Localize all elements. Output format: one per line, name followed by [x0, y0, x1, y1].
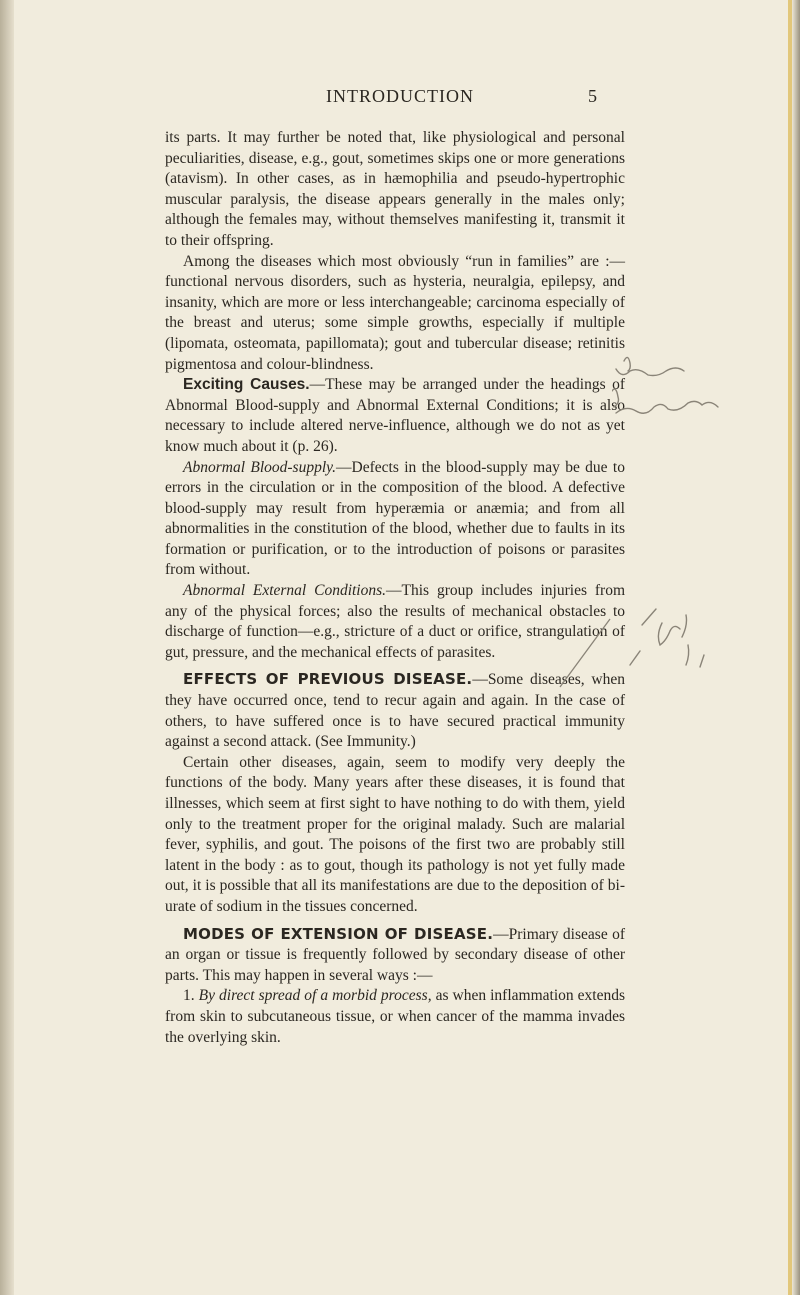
blood-supply-body: —Defects in the blood-supply may be due to errors in the circulation or in the composition of the blood. A defective blood-supply may result from hyperæmia or anæmia; and from all abnormalities in the constitution of the blood, whether due to faults in its formation or purification, or to the introduction of poisons or parasites from without.	[165, 458, 625, 579]
modes-body: —Primary disease of an organ or tissue is frequently followed by secondary disease of other parts. This may happen in several ways :—	[165, 925, 625, 984]
page-number: 5	[588, 86, 597, 106]
heading-exciting-causes: Exciting Causes.	[183, 376, 310, 394]
page-edge-shadow	[792, 0, 800, 1295]
heading-modes-of-extension: MODES OF EXTENSION OF DISEASE.	[183, 924, 494, 943]
exciting-causes-body: —These may be arranged under the headings of Abnormal Blood-supply and Abnormal External Conditions; it is also necessary to include altered nerve-influence, although we do not as yet know much about it (p. 26).	[165, 376, 626, 455]
list-item-heading: By direct spread of a morbid process,	[198, 987, 432, 1005]
list-item-direct-spread	[165, 986, 625, 1048]
body-text	[165, 128, 625, 1048]
paragraph-heredity: its parts. It may further be noted that, like physiological and personal peculiarities, disease, e.g., gout, sometimes skips one or more generations (atavism). In other cases, as in hæmophilia and pseudo-hypertrophic muscular paralysis, the disease appears generally in the males only; although the females may, without themselves manifesting it, transmit it to their offspring.	[165, 129, 625, 249]
paragraph-exciting-causes	[165, 375, 625, 457]
paragraph-modes-of-extension	[165, 924, 625, 987]
external-conditions-body: —This group includes injuries from any of the physical forces; also the results of mechanical obstacles to discharge of function—e.g., stricture of a duct or orifice, strangulation of gut, pressure, and the mechanical effects of parasites.	[165, 582, 625, 661]
pencil-marginalia	[612, 355, 800, 755]
heading-effects-of-previous-disease: EFFECTS OF PREVIOUS DISEASE.	[183, 670, 473, 689]
heading-external-conditions: Abnormal External Conditions.	[183, 582, 387, 600]
running-head: INTRODUCTION	[326, 86, 474, 106]
list-item-body: as when inflammation extends from skin to subcutaneous tissue, or when cancer of the mamma invades the overlying skin.	[165, 987, 626, 1046]
effects-body: —Some diseases, when they have occurred once, tend to recur again and again. In the case of others, to have suffered once is to have secured practical immunity against a second attack. (See Immunity.)	[165, 671, 626, 751]
pencil-slash-mark	[556, 615, 616, 695]
paragraph-family-diseases: Among the diseases which most obviously “run in families” are :— functional nervous disorders, such as hysteria, neuralgia, epilepsy, and insanity, which are more or less interchangeable; carcinoma especially of the breast and uterus; some simple growths, especially if multiple (lipomata, osteomata, papillomata); gout and tubercular disease; retinitis pigmentosa and colour-blindness.	[165, 252, 625, 373]
paragraph-blood-supply	[165, 458, 625, 582]
page-edge-stripe	[788, 0, 792, 1295]
paragraph-certain-diseases: Certain other diseases, again, seem to modify very deeply the functions of the body. Many years after these diseases, it is found that illnesses, which seem at first sight to have nothing to do with them, yield only to the treatment proper for the original malady. Such are malarial fever, syphilis, and gout. The poisons of the first two are probably still latent in the body : as to gout, though its pathology is not yet fully made out, it is possible that all its manifestations are due to the deposition of bi-urate of sodium in the tissues concerned.	[165, 753, 625, 915]
list-number: 1.	[183, 987, 195, 1005]
heading-blood-supply: Abnormal Blood-supply.	[183, 458, 337, 476]
page-gutter-shadow	[0, 0, 14, 1295]
